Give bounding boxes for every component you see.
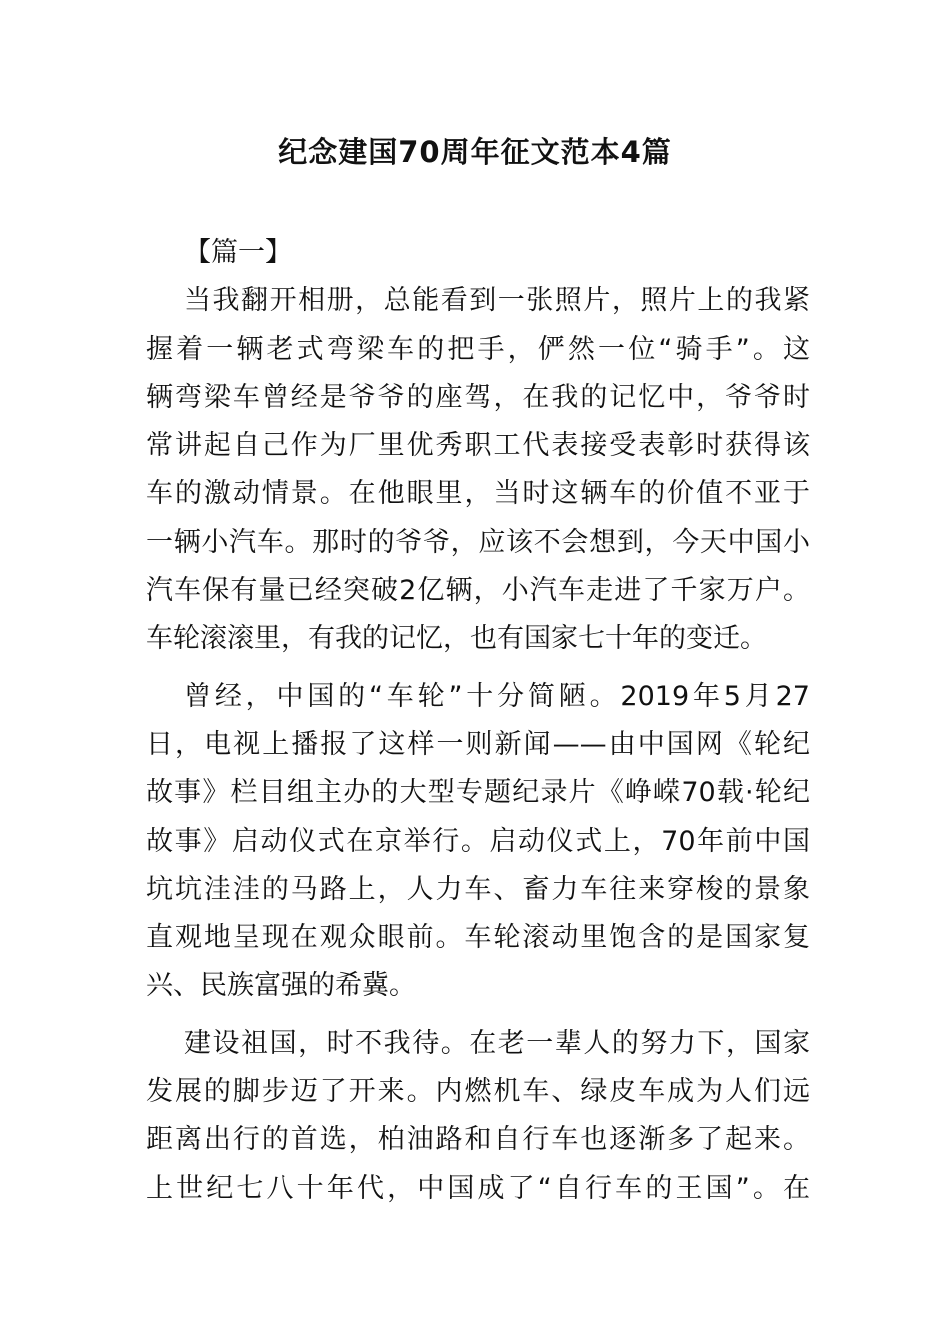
paragraph-line: 汽车保有量已经突破2亿辆，小汽车走进了千家万户。 bbox=[146, 575, 810, 607]
paragraph-line: 常讲起自己作为厂里优秀职工代表接受表彰时获得该 bbox=[146, 430, 810, 462]
paragraph-line: 车轮滚滚里，有我的记忆，也有国家七十年的变迁。 bbox=[146, 623, 767, 655]
paragraph-line: 日，电视上播报了这样一则新闻——由中国网《轮纪 bbox=[146, 728, 810, 760]
paragraph-line: 上世纪七八十年代，中国成了“自行车的王国”。在 bbox=[146, 1172, 810, 1204]
paragraph-line: 故事》栏目组主办的大型专题纪录片《峥嵘70载·轮纪 bbox=[146, 777, 810, 809]
paragraph-line: 辆弯梁车曾经是爷爷的座驾，在我的记忆中，爷爷时 bbox=[146, 381, 810, 413]
paragraph-line: 发展的脚步迈了开来。内燃机车、绿皮车成为人们远 bbox=[146, 1076, 810, 1108]
paragraph-3 bbox=[146, 1020, 810, 1213]
paragraph-line: 一辆小汽车。那时的爷爷，应该不会想到，今天中国小 bbox=[146, 526, 810, 558]
section-label: 【篇一】 bbox=[184, 237, 292, 268]
paragraph-line: 故事》启动仪式在京举行。启动仪式上，70年前中国 bbox=[146, 825, 810, 857]
paragraph-line: 握着一辆老式弯梁车的把手，俨然一位“骑手”。这 bbox=[146, 333, 810, 365]
paragraph-line: 坑坑洼洼的马路上，人力车、畜力车往来穿梭的景象 bbox=[146, 873, 810, 905]
document-title: 纪念建国70周年征文范本4篇 bbox=[278, 135, 672, 169]
paragraph-line: 曾经，中国的“车轮”十分简陋。2019年5月27 bbox=[184, 680, 810, 712]
paragraph-line: 距离出行的首选，柏油路和自行车也逐渐多了起来。 bbox=[146, 1124, 810, 1156]
document-body bbox=[146, 229, 810, 1222]
paragraph-line: 直观地呈现在观众眼前。车轮滚动里饱含的是国家复 bbox=[146, 922, 810, 954]
paragraph-1 bbox=[146, 277, 810, 663]
paragraph-line: 兴、民族富强的希冀。 bbox=[146, 970, 416, 1002]
paragraph-line: 建设祖国，时不我待。在老一辈人的努力下，国家 bbox=[184, 1027, 810, 1059]
paragraph-2 bbox=[146, 673, 810, 1011]
paragraph-line: 当我翻开相册，总能看到一张照片，照片上的我紧 bbox=[184, 285, 810, 317]
paragraph-line: 车的激动情景。在他眼里，当时这辆车的价值不亚于 bbox=[146, 478, 810, 510]
